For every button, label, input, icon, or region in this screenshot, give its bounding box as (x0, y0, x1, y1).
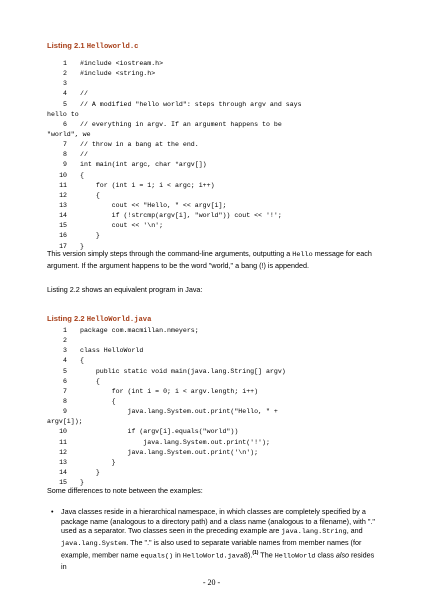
code-line (47, 367, 387, 377)
line-number: 9 (63, 161, 67, 169)
line-number: 8 (63, 397, 67, 405)
code-text: #include <string.h> (80, 70, 156, 78)
line-number: 10 (59, 171, 67, 179)
line-number: 12 (59, 448, 67, 456)
listing-1-label: Listing 2.1 (47, 41, 85, 50)
code-line (47, 59, 387, 69)
code-text: // (80, 151, 88, 159)
code-line (47, 377, 387, 387)
code-text: { (80, 171, 84, 179)
line-number: 3 (63, 80, 67, 88)
line-number: 8 (63, 151, 67, 159)
code-line (47, 407, 387, 417)
code-line (47, 448, 387, 458)
code-text: } (80, 458, 116, 466)
code-line (47, 458, 387, 468)
code-text: cout << '\n'; (80, 222, 164, 230)
code-text: class HelloWorld (80, 347, 144, 355)
code-line (47, 346, 387, 356)
code-line (47, 130, 387, 140)
code-text: package com.macmillan.nmeyers; (80, 327, 199, 334)
line-number: 15 (59, 222, 67, 230)
code-text: { (80, 377, 100, 385)
code-text (67, 79, 80, 89)
code-text: for (int i = 0; i < argv.length; i++) (80, 387, 259, 395)
line-number: 7 (63, 141, 67, 149)
code-line (47, 69, 387, 79)
code-text (67, 336, 80, 346)
listing-2-filename: HelloWorld.java (86, 316, 152, 324)
paragraph-2: Listing 2.2 shows an equivalent program in Java: (47, 285, 203, 294)
code-line (47, 231, 387, 241)
line-number: 12 (59, 191, 67, 199)
code-line (47, 160, 387, 170)
code-text: "world", we (47, 130, 91, 138)
line-number: 2 (63, 337, 67, 345)
code-line (47, 326, 387, 336)
footnote-ref: (1) (252, 550, 259, 556)
line-number: 3 (63, 347, 67, 355)
code-line (47, 201, 387, 211)
code-text: } (80, 232, 100, 240)
code-line (47, 171, 387, 181)
code-line (47, 438, 387, 448)
line-number: 16 (59, 232, 67, 240)
code-text: java.lang.System.out.print("Hello, " + (80, 408, 278, 416)
code-line (47, 120, 387, 130)
code-line (47, 150, 387, 160)
line-number: 15 (59, 479, 67, 487)
code-line (47, 140, 387, 150)
line-number: 6 (63, 120, 67, 128)
code-text: cout << "Hello, " << argv[i]; (80, 201, 227, 209)
code-line (47, 336, 387, 346)
line-number: 11 (59, 181, 67, 189)
line-number: 5 (63, 100, 67, 108)
code-line (47, 191, 387, 201)
bullet-item: • Java classes reside in a hierarchical namespace, in which classes are completely specified by a package name (analogous to a directory path) and a class name (analogous to a filename), with "." used as a separator. Two classes seen in the preceding example are java.lang.String, and java.lang.System. The "." is also used to separate variable names from member names (for example, member name equals() in HelloWorld.java8).$^{(1)}$ The HelloWorld class also resides in (51, 507, 375, 571)
line-number: 14 (59, 468, 67, 476)
code-line (47, 89, 387, 99)
code-text: { (80, 357, 84, 365)
code-text: if (argv[i].equals("world")) (80, 428, 239, 436)
code-line (47, 397, 387, 407)
listing-2-title (47, 314, 151, 324)
code-text: if (!strcmp(argv[i], "world")) cout << '!'; (80, 212, 282, 220)
code-text: } (80, 242, 84, 250)
line-number: 2 (63, 70, 67, 78)
code-text: hello to (47, 110, 79, 118)
line-number: 14 (59, 212, 67, 220)
code-line (47, 110, 387, 120)
page-number: - 20 - (202, 578, 221, 587)
code-line (47, 221, 387, 231)
line-number: 4 (63, 357, 67, 365)
code-line (47, 211, 387, 221)
code-line (47, 100, 387, 110)
code-text: { (80, 191, 100, 199)
code-text: java.lang.System.out.print('!'); (80, 438, 270, 446)
code-text: public static void main(java.lang.String[] argv) (80, 367, 286, 375)
code-text: // throw in a bang at the end. (80, 141, 199, 149)
listing-1-code (47, 59, 387, 252)
line-number: 1 (63, 327, 67, 334)
listing-1-title (47, 41, 138, 51)
line-number: 5 (63, 367, 67, 375)
code-line (47, 417, 387, 427)
code-text: int main(int argc, char *argv[]) (80, 161, 207, 169)
code-line (47, 79, 387, 89)
listing-1-filename: Helloworld.c (86, 43, 139, 51)
paragraph-3: Some differences to note between the examples: (47, 486, 203, 495)
code-text: #include <iostream.h> (80, 60, 164, 67)
code-line (47, 356, 387, 366)
line-number: 13 (59, 201, 67, 209)
code-text: // everything in argv. If an argument happens to be (80, 120, 282, 128)
code-line (47, 468, 387, 478)
code-text: } (80, 479, 84, 487)
line-number: 10 (59, 428, 67, 436)
code-line (47, 387, 387, 397)
bullet-dot: • (51, 507, 54, 516)
line-number: 1 (63, 60, 67, 67)
code-text: } (80, 468, 100, 476)
code-text: { (80, 397, 116, 405)
code-text: for (int i = 1; i < argc; i++) (80, 181, 215, 189)
paragraph-1: This version simply steps through the command-line arguments, outputting a Hello message for each argument. If the argument happens to be the word "world," a bang (!) is appended. (47, 249, 372, 270)
listing-2-code (47, 326, 387, 488)
listing-2-label: Listing 2.2 (47, 314, 85, 323)
inline-code: Hello (292, 251, 313, 259)
line-number: 7 (63, 387, 67, 395)
code-text: // (80, 90, 88, 98)
code-text: // A modified "hello world": steps through argv and says (80, 100, 302, 108)
line-number: 6 (63, 377, 67, 385)
line-number: 11 (59, 438, 67, 446)
code-text: argv[i]); (47, 418, 83, 426)
code-line (47, 427, 387, 437)
line-number: 9 (63, 408, 67, 416)
line-number: 4 (63, 90, 67, 98)
line-number: 13 (59, 458, 67, 466)
line-number: 17 (59, 242, 67, 250)
code-text: java.lang.System.out.print('\n'); (80, 448, 259, 456)
code-line (47, 181, 387, 191)
